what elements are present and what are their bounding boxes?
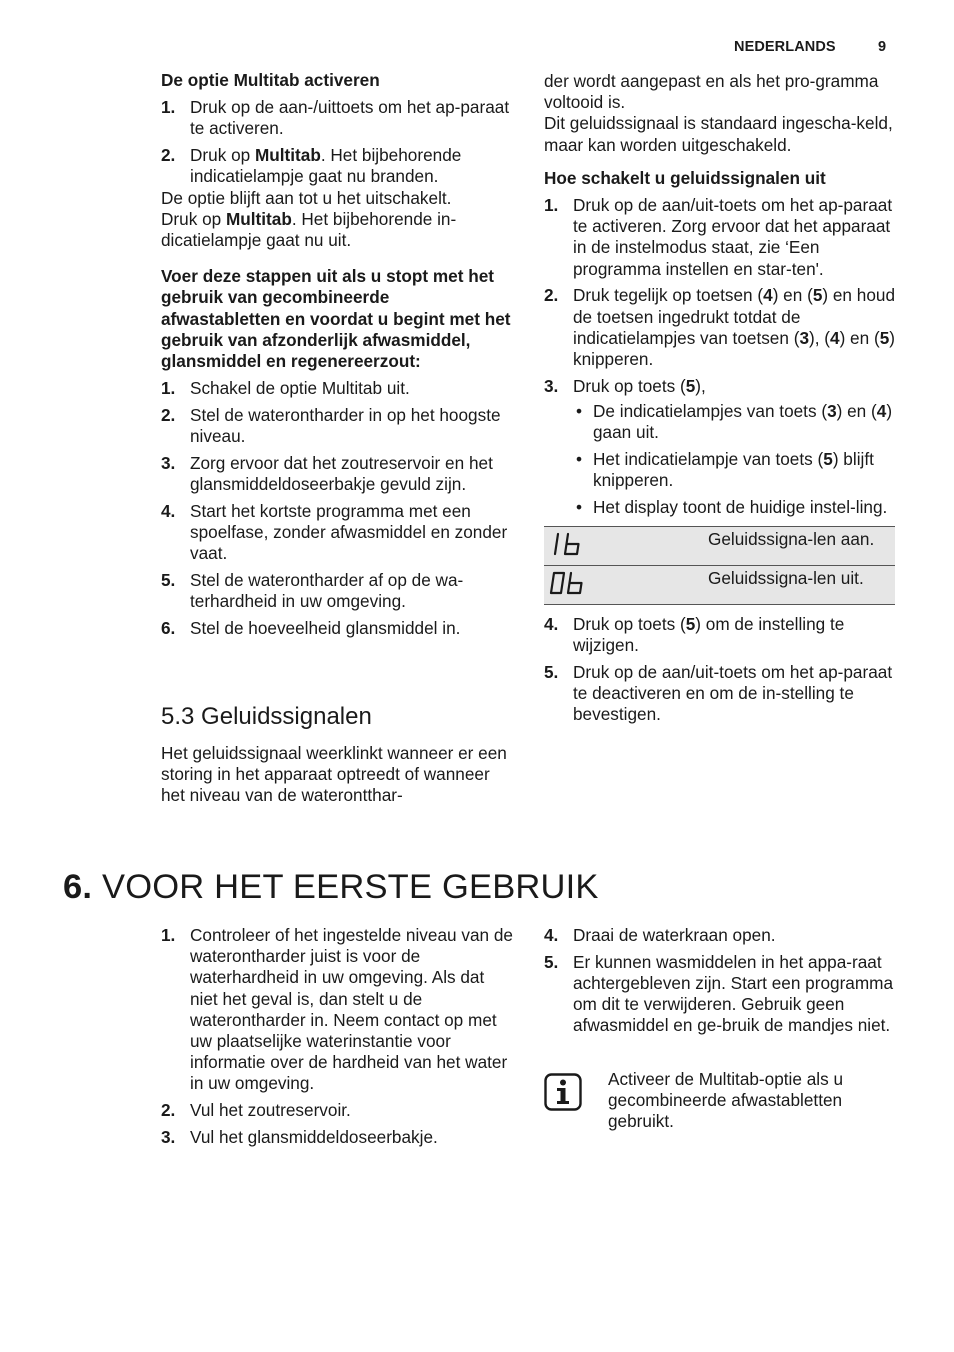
bullet-glyph: • <box>576 496 583 517</box>
step-text: Vul het glansmiddeldoseerbakje. <box>190 1126 438 1147</box>
step-text: Vul het zoutreservoir. <box>190 1100 351 1121</box>
step-number: 5. <box>544 661 559 682</box>
list-item <box>161 1127 513 1148</box>
list-item <box>161 405 513 447</box>
step-number: 1. <box>544 195 559 216</box>
multitab-note-2 <box>161 209 517 251</box>
step-number: 4. <box>544 925 559 945</box>
signal-table <box>544 526 895 605</box>
step-text: Druk op de aan/uit-toets om het ap-paraat te activeren. Zorg ervoor dat het apparaat in de instelmodus staat, zie ‘Een programma instellen en star-ten'. <box>573 195 893 279</box>
key-number: 5 <box>812 285 823 306</box>
list-item <box>161 1100 513 1121</box>
text-part: ) om de instelling te wijzigen. <box>573 613 845 656</box>
text-part: Druk tegelijk op toetsen ( <box>573 285 764 306</box>
key-number: 3 <box>799 327 809 348</box>
multitab-note-1: De optie blijft aan tot u het uitschakelt. <box>161 187 452 208</box>
off-steps-cont <box>544 614 898 726</box>
step-text-bold: Multitab <box>254 145 321 166</box>
display-0b-icon <box>548 569 588 597</box>
list-item <box>161 618 513 639</box>
step-text: Schakel de optie Multitab uit. <box>190 378 410 399</box>
step-text: Controleer of het ingestelde niveau van de waterontharder juist is voor de waterhardheid in uw omgeving. Als dat niet het geval is, dan stelt u de waterontharder in. Neem contact op met uw plaatselijke waterinstantie voor informatie over de hardheid van het water in uw omgeving. <box>190 925 513 1094</box>
list-item <box>161 925 513 1095</box>
step-text: Stel de waterontharder in op het hoogste niveau. <box>190 404 501 447</box>
info-icon <box>544 1073 582 1111</box>
description-cell: Geluidssigna-len uit. <box>708 565 895 604</box>
step3-bullets <box>573 401 898 518</box>
step-text-post: . Het bijbehorende indicatielampje gaat nu branden. <box>190 145 462 187</box>
stop-steps <box>161 378 513 639</box>
off-title: Hoe schakelt u geluidssignalen uit <box>544 167 826 188</box>
off-steps <box>544 195 898 518</box>
step-text: Druk op de aan/uit-toets om het ap-paraat te deactiveren en om de in-stelling te bevestigen. <box>573 661 893 725</box>
list-item <box>544 662 898 726</box>
chapter-number: 6. <box>63 868 93 906</box>
display-cell <box>544 526 708 565</box>
step-number: 3. <box>161 1126 176 1147</box>
key-number: 5 <box>685 613 696 634</box>
description-cell: Geluidssigna-len aan. <box>708 526 895 565</box>
key-number: 4 <box>830 327 840 348</box>
note-bold: Multitab <box>225 208 292 229</box>
info-text: Activeer de Multitab-optie als u gecombineerde afwastabletten gebruikt. <box>608 1069 844 1132</box>
bullet-glyph: • <box>576 400 583 421</box>
text-part: ) en ( <box>839 327 880 348</box>
step-number: 3. <box>161 452 176 473</box>
text-part: ) knipperen. <box>573 327 895 369</box>
right-column <box>544 71 898 731</box>
table-row <box>544 526 895 565</box>
step-number: 3. <box>544 375 559 396</box>
display-cell <box>544 565 708 604</box>
key-number: 4 <box>876 400 887 421</box>
bullet-item <box>573 449 898 491</box>
stop-title: Voer deze stappen uit als u stopt met het gebruik van gecombineerde afwastabletten en voordat u begint met het gebruik van afzonderlijk afwasmiddel, glansmiddel en regenereerzout: <box>161 266 511 371</box>
step-number: 1. <box>161 925 176 945</box>
list-item <box>544 195 898 280</box>
note-pre: Druk op <box>161 208 226 229</box>
list-item <box>161 453 513 495</box>
chapter-heading <box>63 866 599 908</box>
continued-text-1: der wordt aangepast en als het pro-gramma voltooid is. <box>544 71 879 113</box>
step-number: 6. <box>161 617 176 638</box>
list-item <box>161 378 513 399</box>
step-number: 2. <box>161 1100 176 1121</box>
key-number: 5 <box>879 327 890 348</box>
page-number: 9 <box>878 39 887 55</box>
text-part: ) en ( <box>836 400 877 421</box>
list-item <box>161 145 517 187</box>
step-text: Er kunnen wasmiddelen in het appa-raat achtergebleven zijn. Start een programma om dit te verwijderen. Gebruik geen afwasmiddel en ge-bruik de mandjes niet. <box>573 951 894 1036</box>
text-part: ), <box>695 375 706 396</box>
step-text: Stel de hoeveelheid glansmiddel in. <box>190 617 461 638</box>
section-intro-block <box>161 743 517 807</box>
multitab-title: De optie Multitab activeren <box>161 70 380 90</box>
step-number: 5. <box>544 951 559 972</box>
section-intro: Het geluidssignaal weerklinkt wanneer er een storing in het apparaat optreedt of wanneer het niveau van de waterontthar- <box>161 743 507 806</box>
chapter-right-column <box>544 925 894 1042</box>
step-text: Zorg ervoor dat het zoutreservoir en het glansmiddeldoseerbakje gevuld zijn. <box>190 452 493 494</box>
display-1b-icon <box>548 530 588 558</box>
step-number: 5. <box>161 569 176 590</box>
text-part: ) blijft knipperen. <box>593 448 874 490</box>
text-part: ) en ( <box>772 285 813 306</box>
key-number: 3 <box>827 400 837 421</box>
text-part: Het indicatielampje van toets ( <box>593 448 824 469</box>
list-item <box>161 570 513 612</box>
step-number: 1. <box>161 378 176 399</box>
step-number: 1. <box>161 97 176 118</box>
text-part: ), ( <box>809 327 830 348</box>
step-text: Druk op de aan-/uittoets om het ap-paraat te activeren. <box>190 97 510 139</box>
text-part: De indicatielampjes van toets ( <box>593 400 828 421</box>
text-part: ) en houd de toetsen ingedrukt totdat de indicatielampjes van toetsen ( <box>573 285 896 348</box>
bullet-glyph: • <box>576 448 583 469</box>
left-column <box>161 70 517 644</box>
text-part: ) gaan uit. <box>593 400 893 443</box>
first-use-steps-right <box>544 925 894 1037</box>
step-number: 2. <box>161 145 176 166</box>
step-text-pre: Druk op <box>190 145 255 166</box>
step-text: Draai de waterkraan open. <box>573 925 776 945</box>
step-text: Start het kortste programma met een spoelfase, zonder afwasmiddel en zonder vaat. <box>190 500 508 564</box>
step-number: 2. <box>544 285 559 306</box>
step-text: Stel de waterontharder af op de wa-terhardheid in uw omgeving. <box>190 569 464 611</box>
section-title: Geluidssignalen <box>201 703 372 730</box>
list-item <box>161 501 513 565</box>
key-number: 5 <box>823 448 833 469</box>
text-part: Druk op toets ( <box>573 375 686 396</box>
bullet-item <box>573 401 898 443</box>
key-number: 4 <box>763 285 773 306</box>
list-item <box>544 285 898 370</box>
note-post: . Het bijbehorende in-dicatielampje gaat nu uit. <box>161 208 457 250</box>
table-row <box>544 565 895 604</box>
text-part: Het display toont de huidige instel-ling. <box>593 496 888 517</box>
first-use-steps-left <box>161 925 513 1148</box>
continued-text-2: Dit geluidssignaal is standaard ingescha-keld, maar kan worden uitgeschakeld. <box>544 113 893 155</box>
bullet-item <box>573 497 898 518</box>
chapter-left-column <box>161 925 513 1154</box>
multitab-steps <box>161 97 517 187</box>
list-item <box>544 614 898 656</box>
step-number: 4. <box>161 500 176 521</box>
key-number: 5 <box>685 375 696 396</box>
step-number: 4. <box>544 613 559 634</box>
list-item <box>544 952 894 1037</box>
section-heading <box>161 703 372 731</box>
text-part: Druk op toets ( <box>573 613 686 634</box>
list-item <box>544 925 894 946</box>
list-item <box>544 376 898 518</box>
list-item <box>161 97 517 139</box>
step-number: 2. <box>161 404 176 425</box>
chapter-title: VOOR HET EERSTE GEBRUIK <box>101 868 599 906</box>
header-language: NEDERLANDS <box>734 39 836 55</box>
section-number: 5.3 <box>161 703 195 730</box>
